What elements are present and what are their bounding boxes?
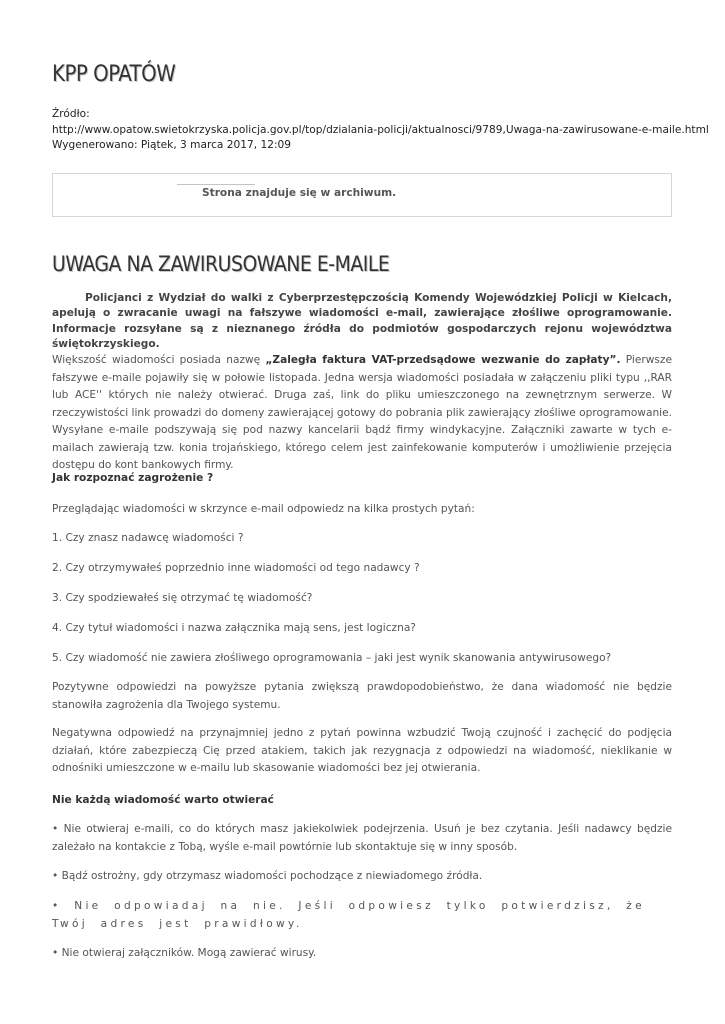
paragraph-intro-rest: Pierwsze fałszywe e-maile pojawiły się w połowie listopada. Jedna wersja wiadomości posiadała w załączeniu pliki typu ,,RAR lub ACE'' których nie należy otwierać. Druga zaś, link do pliku umieszczonego na zewnętrznym serwerze. W rzeczywistości link prowadzi do domeny zawierającej gotowy do pobrania plik zawierający złośliwe oprogramowanie. Wysyłane e-maile podszywają się pod nazwy kancelarii bądź firmy windykacyjne. Załączniki zawarte w tych e-mailach zawierają tzw. konia trojańskiego, którego celem jest zainfekowanie komputerów i umożliwienie przejęcia dostępu do kont bankowych firmy. — [52, 354, 672, 471]
email-subject-quote: „Zaległa faktura VAT-przedsądowe wezwanie do zapłaty”. — [265, 354, 621, 366]
source-url[interactable]: http://www.opatow.swietokrzyska.policja.gov.pl/top/dzialania-policji/aktualnosci/9789,Uwaga-na-zawirusowane-e-maile.html — [52, 123, 709, 136]
tip-item: • Nie odpowiadaj na nie. Jeśli odpowiesz tylko potwierdzisz, że Twój adres jest prawidłowy. — [52, 900, 645, 930]
heading-not-every-message: Nie każdą wiadomość warto otwierać — [52, 794, 274, 806]
generated-date: Wygenerowano: Piątek, 3 marca 2017, 12:09 — [52, 139, 292, 151]
paragraph-positive: Pozytywne odpowiedzi na powyższe pytania zwiększą prawdopodobieństwo, że dana wiadomość nie będzie stanowiła zagrożenia dla Twojego systemu. — [52, 681, 672, 711]
paragraph-intro-start: Większość wiadomości posiada nazwę — [52, 354, 266, 366]
tip-item: • Nie otwieraj e-maili, co do których masz jakiekolwiek podejrzenia. Usuń je bez czytania. Jeśli nadawcy będzie zależało na kontakcie z Tobą, wyśle e-mail powtórnie lub skontaktuje się w inny sposób. — [52, 823, 672, 853]
question-item: 5. Czy wiadomość nie zawiera złośliwego oprogramowania – jaki jest wynik skanowania antywirusowego? — [52, 652, 612, 664]
tip-item: • Nie otwieraj załączników. Mogą zawierać wirusy. — [52, 947, 317, 959]
article-title: UWAGA NA ZAWIRUSOWANE E-MAILE — [52, 252, 390, 276]
heading-recognize-threat: Jak rozpoznać zagrożenie ? — [52, 472, 214, 484]
question-item: 1. Czy znasz nadawcę wiadomości ? — [52, 532, 244, 544]
paragraph-intro — [52, 352, 672, 475]
site-title: KPP OPATÓW — [52, 62, 176, 87]
source-label: Źródło: — [52, 108, 90, 120]
source-meta — [52, 107, 709, 154]
archive-divider — [177, 184, 255, 185]
article-lead: Policjanci z Wydział do walki z Cyberprzestępczością Komendy Wojewódzkiej Policji w Kielcach, apelują o zwracanie uwagi na fałszywe wiadomości e-mail, zawierające złośliwe oprogramowanie. Informacje rozsyłane są z nieznanego źródła do podmiotów gospodarczych rejonu województwa świętokrzyskiego. — [52, 292, 672, 350]
archive-notice: Strona znajduje się w archiwum. — [202, 187, 397, 199]
question-item: 4. Czy tytuł wiadomości i nazwa załącznika mają sens, jest logiczna? — [52, 622, 416, 634]
question-item: 3. Czy spodziewałeś się otrzymać tę wiadomość? — [52, 592, 313, 604]
archive-notice-box — [52, 173, 672, 217]
tip-item: • Bądź ostrożny, gdy otrzymasz wiadomości pochodzące z niewiadomego źródła. — [52, 870, 483, 882]
paragraph-negative: Negatywna odpowiedź na przynajmniej jedno z pytań powinna wzbudzić Twoją czujność i zachęcić do podjęcia działań, które zabezpieczą Cię przed atakiem, takich jak rezygnacja z odpowiedzi na wiadomość, nieklikanie w odnośniki umieszczone w e-mailu lub skasowanie wiadomości bez jej otwierania. — [52, 727, 672, 774]
question-item: 2. Czy otrzymywałeś poprzednio inne wiadomości od tego nadawcy ? — [52, 562, 420, 574]
questions-intro: Przeglądając wiadomości w skrzynce e-mail odpowiedz na kilka prostych pytań: — [52, 503, 475, 515]
